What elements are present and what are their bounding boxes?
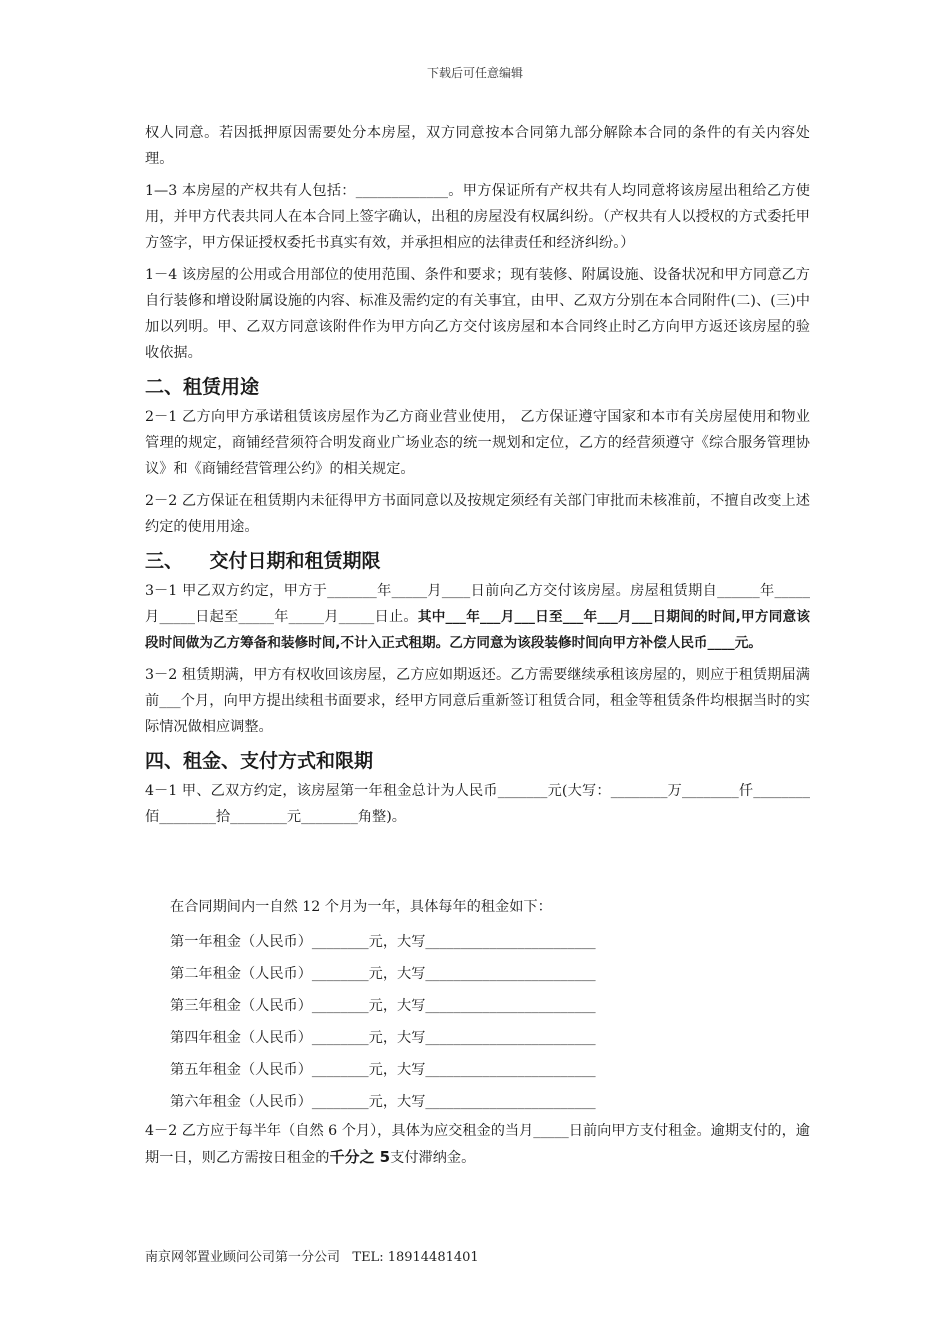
page-footer: 南京网邻置业顾问公司第一分公司 TEL: 18914481401 (145, 1250, 479, 1265)
paragraph-3-1-text: 3－1 甲乙双方约定，甲方于_______年_____月____日前向乙方交付该房屋。房屋租赁期自______年_____月_____日起至_____年_____月_____日止。 (145, 583, 810, 625)
paragraph-2-1: 2－1 乙方向甲方承诺租赁该房屋作为乙方商业营业使用， 乙方保证遵守国家和本市有关房屋使用和物业管理的规定，商铺经营须符合明发商业广场业态的统一规划和定位，乙方的经营须遵守《综合服务管理协议》和《商铺经营管理公约》的相关规定。 (145, 409, 810, 477)
rent-row-year-2: 第二年租金（人民币）________元，大写________________________ (170, 966, 596, 982)
paragraph-1-3: 1—3 本房屋的产权共有人包括：_____________。甲方保证所有产权共有人均同意将该房屋出租给乙方使用，并甲方代表共同人在本合同上签字确认，出租的房屋没有权属纠纷。（产权共有人以授权的方式委托甲方签字，甲方保证授权委托书真实有效，并承担相应的法律责任和经济纠纷。） (145, 183, 810, 251)
section-heading-3: 三、 交付日期和租赁期限 (145, 550, 381, 572)
paragraph-3-1 (145, 578, 810, 656)
rent-row-year-3: 第三年租金（人民币）________元，大写________________________ (170, 998, 596, 1014)
late-fee-rate: 千分之 5 (329, 1148, 391, 1166)
paragraph-3-1-bold: 其中___年___月___日至___年___月___日期间的时间,甲方同意该段时间做为乙方筹备和装修时间,不计入正式租期。乙方同意为该段装修时间向甲方补偿人民币____元。 (145, 609, 810, 651)
paragraph-1-2-cont: 权人同意。若因抵押原因需要处分本房屋，双方同意按本合同第九部分解除本合同的条件的有关内容处理。 (145, 125, 810, 167)
section-heading-2: 二、租赁用途 (145, 376, 260, 398)
document-body (145, 120, 810, 1177)
section-heading-4: 四、租金、支付方式和限期 (145, 750, 374, 772)
rent-row-year-5: 第五年租金（人民币）________元，大写________________________ (170, 1062, 596, 1078)
rent-row-year-6: 第六年租金（人民币）________元，大写________________________ (170, 1094, 596, 1110)
rent-row-year-4: 第四年租金（人民币）________元，大写________________________ (170, 1030, 596, 1046)
rent-schedule (145, 894, 810, 1118)
page-header: 下载后可任意编辑 (426, 66, 523, 80)
paragraph-4-2-text: 4－2 乙方应于每半年（自然 6 个月），具体为应交租金的当月_____日前向甲方支付租金。逾期支付的，逾期一日，则乙方需按日租金的 (145, 1123, 810, 1166)
paragraph-2-2: 2－2 乙方保证在租赁期内未征得甲方书面同意以及按规定须经有关部门审批而未核准前，不擅自改变上述约定的使用用途。 (145, 493, 810, 535)
rent-row-year-1: 第一年租金（人民币）________元，大写________________________ (170, 934, 596, 950)
rent-schedule-intro: 在合同期间内一自然 12 个月为一年，具体每年的租金如下： (170, 899, 552, 915)
paragraph-1-4: 1－4 该房屋的公用或合用部位的使用范围、条件和要求；现有装修、附属设施、设备状况和甲方同意乙方自行装修和增设附属设施的内容、标准及需约定的有关事宜，由甲、乙双方分别在本合同附件(二)、(三)中加以列明。甲、乙双方同意该附件作为甲方向乙方交付该房屋和本合同终止时乙方向甲方返还该房屋的验收依据。 (145, 267, 810, 361)
paragraph-3-2: 3－2 租赁期满，甲方有权收回该房屋，乙方应如期返还。乙方需要继续承租该房屋的，则应于租赁期届满前___个月，向甲方提出续租书面要求，经甲方同意后重新签订租赁合同，租金等租赁条件均根据当时的实际情况做相应调整。 (145, 667, 810, 735)
paragraph-4-2 (145, 1118, 810, 1171)
paragraph-4-1: 4－1 甲、乙双方约定，该房屋第一年租金总计为人民币_______元(大写：________万________仟________佰________拾________元________角整)。 (145, 783, 810, 825)
paragraph-4-2-end: 支付滞纳金。 (390, 1150, 476, 1166)
